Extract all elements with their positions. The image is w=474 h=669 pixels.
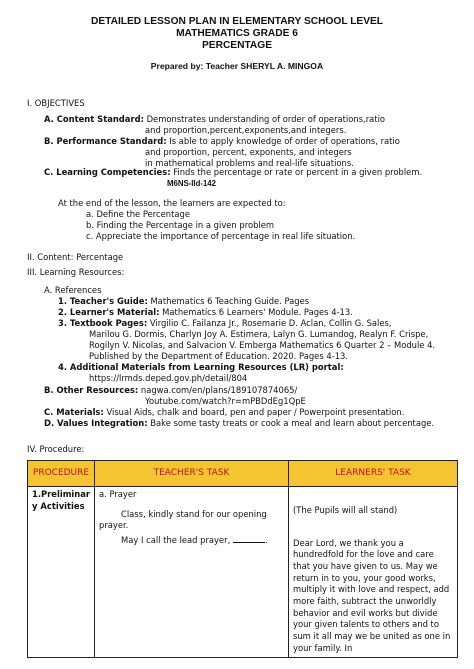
values-integration-text: Bake some tasty treats or cook a meal and learn about percentage. xyxy=(147,418,435,428)
learners-material-text: Mathematics 6 Learners' Module. Pages 4-13. xyxy=(159,307,353,317)
content-standard-cont: and proportion,percent,exponents,and integers. xyxy=(145,125,347,135)
table-row xyxy=(28,487,458,658)
learners-material-label: 2. Learner's Material: xyxy=(58,307,160,317)
blank-line xyxy=(233,534,265,543)
content-section xyxy=(27,252,123,264)
prepared-by: Prepared by: Teacher SHERYL A. MINGOA xyxy=(150,61,324,71)
column-header-procedure: PROCEDURE xyxy=(28,461,95,487)
header-subject: MATHEMATICS GRADE 6 xyxy=(176,28,298,39)
procedure-heading: IV. Procedure: xyxy=(27,444,85,454)
competency-code: M6NS-IId-142 xyxy=(167,179,216,188)
lr-portal-link[interactable]: https://lrmds.deped.gov.ph/detail/804 xyxy=(89,373,248,383)
textbook-pages-label: 3. Textbook Pages: xyxy=(58,318,148,328)
teacher-task-cell xyxy=(95,487,289,658)
teacher-prayer-instruction: Class, kindly stand for our opening prayer. xyxy=(99,508,267,530)
row-label: 1.Preliminar xyxy=(32,489,91,499)
performance-standard-text: Is able to apply knowledge of order of operations, ratio xyxy=(166,136,400,146)
performance-standard-cont1: and proportion, percent, exponents, and integers xyxy=(145,147,352,157)
learning-competencies-text: Finds the percentage or rate or percent in a given problem. xyxy=(170,167,423,177)
row-label-cont: y Activities xyxy=(32,500,85,511)
teachers-guide xyxy=(58,296,309,308)
objective-item: c. Appreciate the importance of percentage in real life situation. xyxy=(86,231,356,241)
additional-materials-label: 4. Additional Materials from Learning Resources (LR) portal: xyxy=(58,362,344,372)
values-integration-label: D. Values Integration: xyxy=(44,418,148,428)
objective-item: a. Define the Percentage xyxy=(86,209,190,219)
content-value: Percentage xyxy=(73,252,124,262)
learners-material xyxy=(58,307,353,319)
textbook-pages-cont: Published by the Department of Education. 2020. Pages 4-13. xyxy=(89,351,349,361)
values-integration xyxy=(44,418,434,430)
objectives-intro: At the end of the lesson, the learners are expected to: xyxy=(58,198,286,208)
materials xyxy=(44,407,404,419)
content-standard xyxy=(44,114,385,126)
procedure-table xyxy=(27,460,458,658)
learner-stand: (The Pupils will all stand) xyxy=(293,505,398,515)
header-title: DETAILED LESSON PLAN IN ELEMENTARY SCHOOL LEVEL xyxy=(90,16,384,27)
header-topic: PERCENTAGE xyxy=(202,40,272,51)
materials-text: Visual Aids, chalk and board, pen and paper / Powerpoint presentation. xyxy=(103,407,405,417)
youtube-link[interactable]: Youtube.com/watch?r=mPBDdEg1QpE xyxy=(145,396,306,406)
learning-competencies-label: C. Learning Competencies: xyxy=(44,167,171,177)
textbook-pages xyxy=(58,318,392,330)
teachers-guide-label: 1. Teacher's Guide: xyxy=(58,296,148,306)
materials-label: C. Materials: xyxy=(44,407,104,417)
references-heading: A. References xyxy=(44,285,102,295)
teacher-lead-prayer: May I call the lead prayer, . xyxy=(121,534,268,545)
other-resources xyxy=(44,385,297,397)
column-header-teachers-task: TEACHER'S TASK xyxy=(95,461,289,487)
learner-task-cell xyxy=(289,487,458,658)
performance-standard-cont2: in mathematical problems and real-life situations. xyxy=(145,158,354,168)
objectives-heading: I. OBJECTIVES xyxy=(27,98,85,108)
resources-heading: III. Learning Resources: xyxy=(27,267,125,277)
procedure-cell xyxy=(28,487,95,658)
prayer-label: a. Prayer xyxy=(99,489,137,499)
learning-competencies xyxy=(44,167,422,179)
other-resources-link[interactable]: nagwa.com/en/plans/189107874065/ xyxy=(138,385,298,395)
teacher-lead-prayer-text: May I call the lead prayer, xyxy=(121,534,231,545)
content-label: II. Content: xyxy=(27,252,74,262)
textbook-pages-text: Virgilio C. Failanza Jr., Rosemarie D. Aclan, Collin G. Sales, xyxy=(147,318,392,328)
table-header-row xyxy=(28,461,458,487)
other-resources-label: B. Other Resources: xyxy=(44,385,139,395)
content-standard-label: A. Content Standard: xyxy=(44,114,144,124)
content-standard-text: Demonstrates understanding of order of operations,ratio xyxy=(143,114,386,124)
textbook-pages-cont: Marilou G. Dormis, Charlyn Joy A. Estimera, Lalyn G. Lumandog, Realyn F. Crispe, xyxy=(89,329,429,339)
learner-prayer: Dear Lord, we thank you a hundredfold for the love and care that you have given to us. May we return in to you, your good works, multiply it with love and respect, add more faith, subtract the unworldly behavior and evil works but divide your given talents to others and to sum it all may we be united as one in your family. In xyxy=(293,537,451,653)
objective-item: b. Finding the Percentage in a given problem xyxy=(86,220,275,230)
column-header-learners-task: LEARNERS' TASK xyxy=(289,461,458,487)
performance-standard xyxy=(44,136,400,148)
performance-standard-label: B. Performance Standard: xyxy=(44,136,167,146)
textbook-pages-cont: Rogilyn V. Nicolas, and Salvacion V. Emberga Mathematics 6 Quarter 2 – Module 4. xyxy=(89,340,436,350)
teachers-guide-text: Mathematics 6 Teaching Guide. Pages xyxy=(147,296,310,306)
